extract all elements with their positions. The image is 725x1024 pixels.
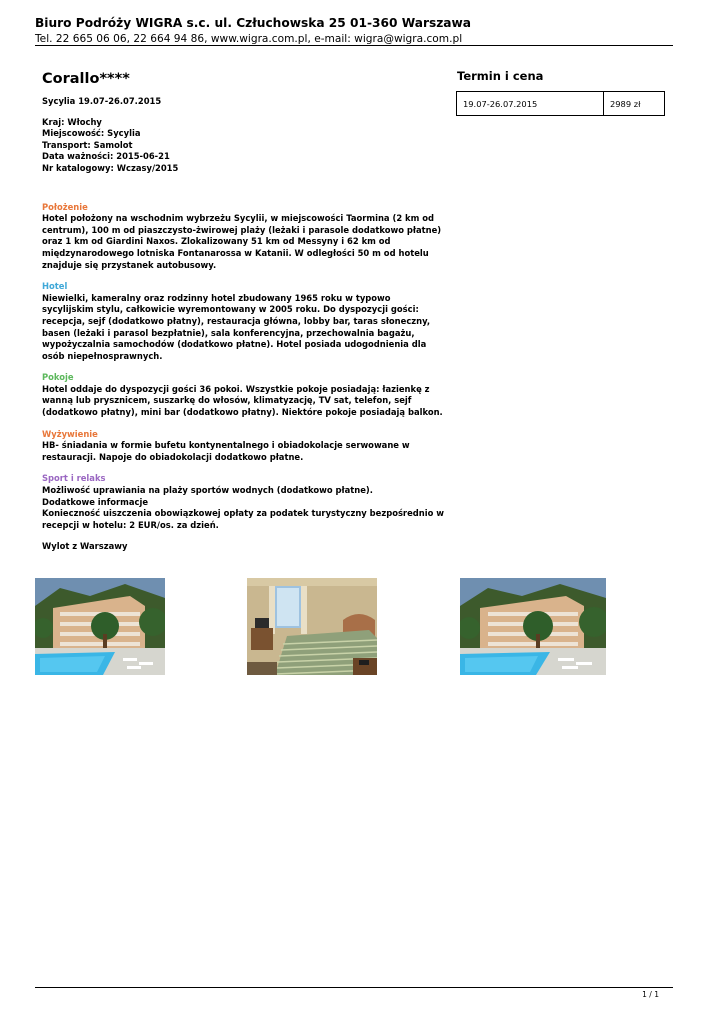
- offer-title: Corallo****: [42, 71, 130, 87]
- section-rooms: [42, 372, 444, 418]
- hotel-room-photo: [247, 578, 377, 675]
- company-name: Biuro Podróży WIGRA s.c. ul. Człuchowska 25 01-360 Warszawa: [35, 16, 472, 30]
- detail-location: Miejscowość: Sycylia: [42, 128, 141, 139]
- detail-country: Kraj: Włochy: [42, 116, 102, 127]
- section-body-rooms: Hotel oddaje do dyspozycji gości 36 pokoi. Wszystkie pokoje posiadają: łazienkę z wanną lub prysznicem, suszarkę do włosów, klimatyzację, TV sat, telefon, sejf (dodatkowo płatny), mini bar (dodatkowo płatny). Niektóre pokoje posiadają balkon.: [42, 383, 443, 418]
- detail-transport: Transport: Samolot: [42, 139, 133, 150]
- section-hotel: [42, 281, 444, 362]
- header-divider: [35, 45, 673, 46]
- section-body-hotel: Niewielki, kameralny oraz rodzinny hotel zbudowany 1965 roku w typowo sycylijskim stylu, całkowicie wyremontowany w 2005 roku. Do dyspozycji gości: recepcja, sejf (dodatkowo płatny), restauracja główna, lobby bar, taras słoneczny, basen (leżaki i parasol bezpłatnie), sala konferencyjna, przechowalnia bagażu, wypożyczalnia samochodów (dodatkowo płatne). Hotel posiada udogodnienia dla osób niepełnosprawnych.: [42, 292, 431, 361]
- detail-catalog-number: Nr katalogowy: Wczasy/2015: [42, 162, 179, 173]
- price-amount: 2989 zł: [604, 92, 665, 116]
- section-title-rooms: Pokoje: [42, 372, 74, 383]
- section-body-meals: HB- śniadania w formie bufetu kontynentalnego i obiadokolacje serwowane w restauracji. Napoje do obiadokolacji dodatkowo płatne.: [42, 440, 410, 462]
- section-title-extra-info: Dodatkowe informacje: [42, 496, 149, 507]
- departure-info: Wylot z Warszawy: [42, 541, 128, 552]
- price-row: [457, 92, 665, 116]
- document-header: [35, 16, 673, 46]
- page-number: 1 / 1: [642, 990, 659, 999]
- footer-divider: [35, 987, 673, 988]
- hotel-exterior-image-2: [460, 578, 606, 675]
- section-meals: [42, 429, 444, 464]
- price-table: [456, 91, 665, 116]
- section-title-meals: Wyżywienie: [42, 428, 98, 439]
- section-location: [42, 202, 444, 272]
- section-body-location: Hotel położony na wschodnim wybrzeżu Sycylii, w miejscowości Taormina (2 km od centrum), 100 m od piaszczysto-żwirowej plaży (leżaki i parasole dodatkowo płatne) oraz 1 km od Giardini Naxos. Zlokalizowany 51 km od Messyny i 62 km od międzynarodowego lotniska Fontanarossa w Katanii. W odległości 50 m od hotelu znajduje się przystanek autobusowy.: [42, 213, 442, 270]
- hotel-room-image: [247, 578, 377, 675]
- section-body-extra-info: Konieczność uiszczenia obowiązkowej opłaty za podatek turystyczny bezpośrednio w recepcji w hotelu: 2 EUR/os. za dzień.: [42, 508, 444, 530]
- section-body-sport: Możliwość uprawiania na plaży sportów wodnych (dodatkowo płatne).: [42, 485, 373, 496]
- price-term: 19.07-26.07.2015: [457, 92, 604, 116]
- offer-subtitle: Sycylia 19.07-26.07.2015: [42, 96, 162, 106]
- hotel-exterior-image: [35, 578, 165, 675]
- section-title-hotel: Hotel: [42, 281, 68, 292]
- offer-details: [42, 117, 444, 175]
- hotel-exterior-photo: [35, 578, 165, 675]
- detail-valid-date: Data ważności: 2015-06-21: [42, 151, 170, 162]
- section-sport: [42, 473, 444, 531]
- company-contact: Tel. 22 665 06 06, 22 664 94 86, www.wigra.com.pl, e-mail: wigra@wigra.com.pl: [35, 33, 463, 45]
- section-title-location: Położenie: [42, 201, 88, 212]
- section-title-sport: Sport i relaks: [42, 473, 106, 484]
- hotel-exterior-photo-2: [460, 578, 606, 675]
- offer-description: [42, 96, 444, 553]
- price-heading: Termin i cena: [457, 69, 544, 83]
